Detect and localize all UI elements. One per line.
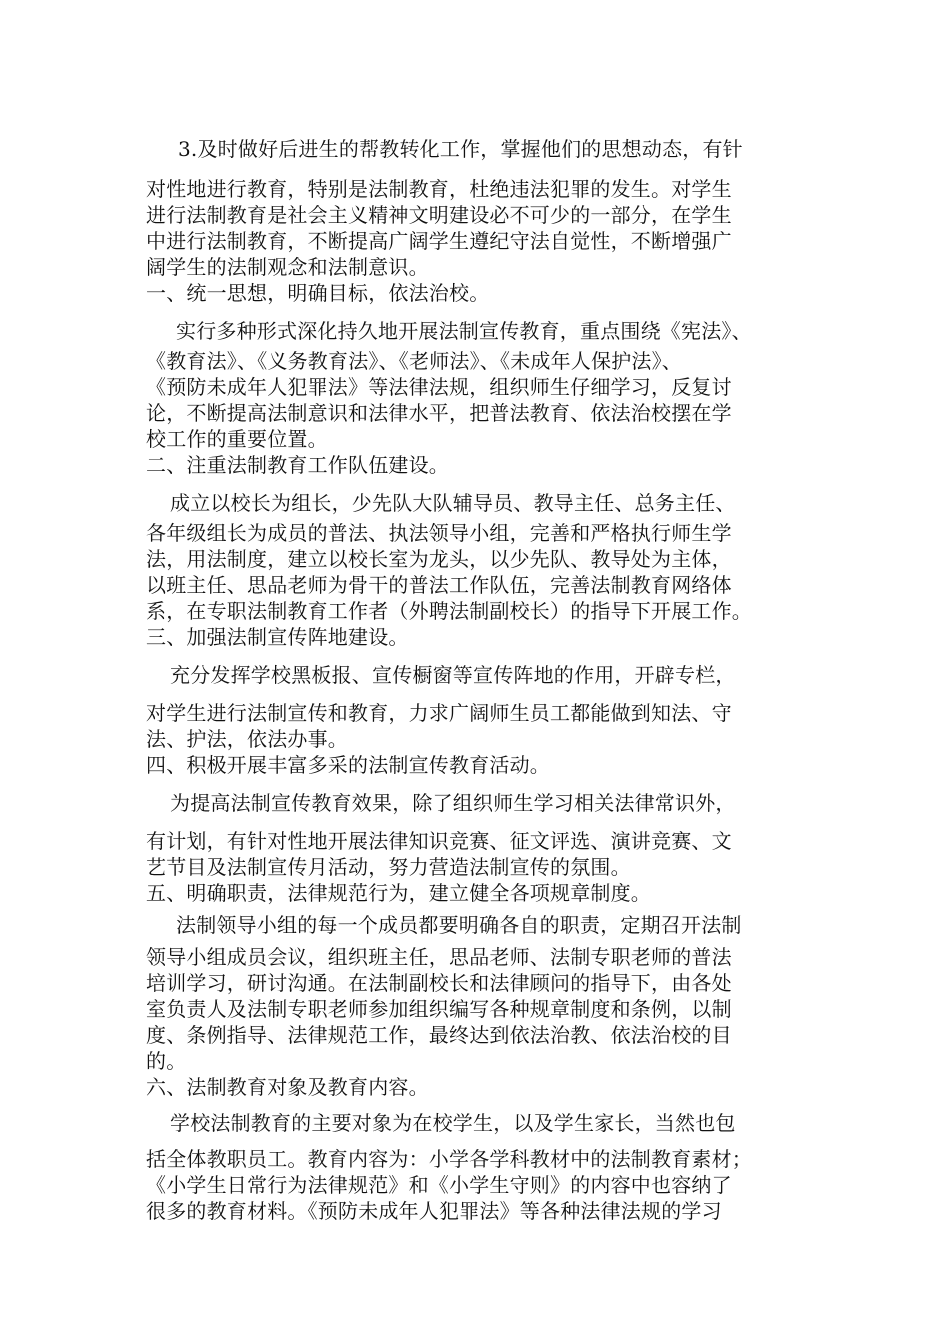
paragraph-line: 室负责人及法制专职老师参加组织编写各种规章制度和条例，以制 bbox=[146, 997, 732, 1021]
paragraph-line: 校工作的重要位置。 bbox=[146, 427, 328, 451]
paragraph-line: 有计划，有针对性地开展法律知识竞赛、征文评选、演讲竞赛、文 bbox=[146, 829, 732, 853]
section-heading: 三、加强法制宣传阵地建设。 bbox=[146, 625, 409, 649]
paragraph-line: 进行法制教育是社会主义精神文明建设必不可少的一部分，在学生 bbox=[146, 203, 732, 227]
paragraph-line: 括全体教职员工。教育内容为：小学各学科教材中的法制教育素材； bbox=[146, 1147, 752, 1171]
paragraph-line: 度、条例指导、法律规范工作，最终达到依法治教、依法治校的目 bbox=[146, 1023, 732, 1047]
paragraph-line: 法、护法，依法办事。 bbox=[146, 727, 348, 751]
paragraph-line: 《小学生日常行为法律规范》和《小学生守则》的内容中也容纳了 bbox=[146, 1173, 732, 1197]
paragraph-line: 学校法制教育的主要对象为在校学生，以及学生家长，当然也包 bbox=[170, 1111, 736, 1135]
paragraph-line: 《教育法》、《义务教育法》、《老师法》、《未成年人保护法》、 bbox=[146, 349, 682, 373]
paragraph-line: 很多的教育材料。《预防未成年人犯罪法》等各种法律法规的学习 bbox=[146, 1199, 722, 1223]
paragraph-line: 中进行法制教育，不断提高广阔学生遵纪守法自觉性，不断增强广 bbox=[146, 229, 732, 253]
paragraph-line: 对性地进行教育，特别是法制教育，杜绝违法犯罪的发生。对学生 bbox=[146, 177, 732, 201]
paragraph-line: 成立以校长为组长，少先队大队辅导员、教导主任、总务主任、 bbox=[170, 491, 736, 515]
paragraph-line: 对学生进行法制宣传和教育，力求广阔师生员工都能做到知法、守 bbox=[146, 701, 732, 725]
paragraph-line: 培训学习，研讨沟通。在法制副校长和法律顾问的指导下，由各处 bbox=[146, 971, 732, 995]
paragraph-line: 系，在专职法制教育工作者（外聘法制副校长）的指导下开展工作。 bbox=[146, 599, 752, 623]
paragraph-line: 实行多种形式深化持久地开展法制宣传教育，重点围绕《宪法》、 bbox=[176, 319, 752, 343]
paragraph-line: 为提高法制宣传教育效果，除了组织师生学习相关法律常识外， bbox=[170, 791, 736, 815]
section-heading: 六、法制教育对象及教育内容。 bbox=[146, 1075, 429, 1099]
section-heading: 四、积极开展丰富多采的法制宣传教育活动。 bbox=[146, 753, 550, 777]
paragraph-line: 阔学生的法制观念和法制意识。 bbox=[146, 255, 429, 279]
paragraph-line: 法，用法制度，建立以校长室为龙头，以少先队、教导处为主体， bbox=[146, 547, 732, 571]
paragraph-line: 艺节目及法制宣传月活动，努力营造法制宣传的氛围。 bbox=[146, 855, 631, 879]
paragraph-line: 充分发挥学校黑板报、宣传橱窗等宣传阵地的作用，开辟专栏， bbox=[170, 663, 736, 687]
section-heading: 二、注重法制教育工作队伍建设。 bbox=[146, 453, 449, 477]
paragraph-line: 的。 bbox=[146, 1049, 187, 1073]
paragraph-line: 领导小组成员会议，组织班主任，思品老师、法制专职老师的普法 bbox=[146, 945, 732, 969]
paragraph-line: 《预防未成年人犯罪法》等法律法规，组织师生仔细学习，反复讨 bbox=[146, 375, 732, 399]
paragraph-line: 法制领导小组的每一个成员都要明确各自的职责，定期召开法制 bbox=[176, 913, 742, 937]
paragraph-line: 各年级组长为成员的普法、执法领导小组，完善和严格执行师生学 bbox=[146, 521, 732, 545]
section-heading: 五、明确职责，法律规范行为，建立健全各项规章制度。 bbox=[146, 881, 651, 905]
paragraph-line: 论，不断提高法制意识和法律水平，把普法教育、依法治校摆在学 bbox=[146, 401, 732, 425]
paragraph-line: 以班主任、思品老师为骨干的普法工作队伍，完善法制教育网络体 bbox=[146, 573, 732, 597]
paragraph-line: 3.及时做好后进生的帮教转化工作，掌握他们的思想动态，有针 bbox=[178, 137, 743, 161]
section-heading: 一、统一思想，明确目标，依法治校。 bbox=[146, 281, 490, 305]
